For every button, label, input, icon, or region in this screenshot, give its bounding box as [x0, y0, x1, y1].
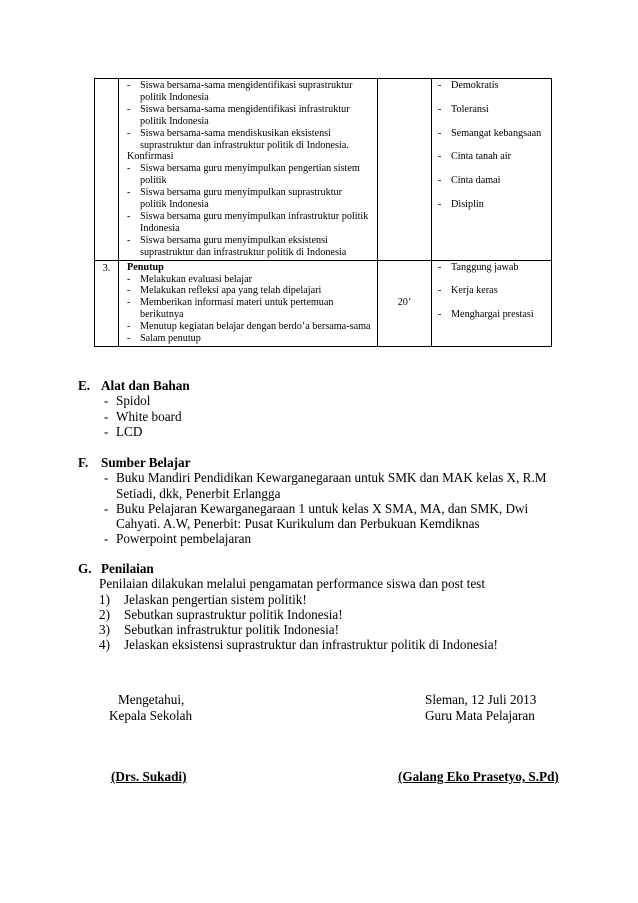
- question-number: 3): [99, 622, 110, 638]
- list-item: - Toleransi: [438, 104, 547, 116]
- values-cell: [432, 79, 552, 261]
- signature-left-name: (Drs. Sukadi): [111, 769, 187, 784]
- list-item: [99, 592, 558, 607]
- time-cell: 20’: [378, 260, 432, 346]
- row-number-cell: 3.: [95, 260, 119, 346]
- list-item: - Cinta damai: [438, 175, 547, 187]
- list-item: - Menghargai prestasi: [438, 309, 547, 321]
- list-item: - Cinta tanah air: [438, 151, 547, 163]
- values-list: [438, 262, 547, 322]
- values-cell: [432, 260, 552, 346]
- list-item: - White board: [101, 409, 548, 424]
- section-heading: [78, 561, 558, 576]
- list-item: - Siswa bersama guru menyimpulkan eksistensi suprastruktur dan infrastruktur politik di Indonesia: [127, 235, 371, 259]
- activity-cell: [119, 79, 378, 261]
- question-text: Sebutkan suprastruktur politik Indonesia!: [124, 606, 343, 622]
- list-item: - Tanggung jawab: [438, 262, 547, 274]
- row-number-cell: [95, 79, 119, 261]
- question-number: 1): [99, 591, 110, 607]
- list-item: - Buku Pelajaran Kewarganegaraan 1 untuk kelas X SMA, MA, dan SMK, Dwi Cahyati. A.W, Penerbit: Pusat Kurikulum dan Perbukuan Kemdiknas: [101, 501, 548, 532]
- list-item: - Disiplin: [438, 199, 547, 211]
- values-list: [438, 80, 547, 211]
- section-title: Alat dan Bahan: [101, 378, 190, 393]
- list-item: - Spidol: [101, 393, 548, 408]
- question-text: Sebutkan infrastruktur politik Indonesia!: [124, 622, 339, 638]
- list-item: - Salam penutup: [127, 333, 371, 345]
- list-item: - Menutup kegiatan belajar dengan berdo’a bersama-sama: [127, 321, 371, 333]
- section-heading: [78, 378, 548, 393]
- list-item: - Buku Mandiri Pendidikan Kewarganegaraan untuk SMK dan MAK kelas X, R.M Setiadi, dkk, Penerbit Erlangga: [101, 470, 548, 501]
- activity-list: [127, 80, 371, 151]
- table-row: [95, 79, 552, 261]
- section-title: Sumber Belajar: [101, 455, 191, 470]
- question-text: Jelaskan pengertian sistem politik!: [124, 591, 307, 607]
- question-number: 4): [99, 637, 110, 653]
- signature-left-line2: Kepala Sekolah: [109, 708, 193, 723]
- question-text: Jelaskan eksistensi suprastruktur dan infrastruktur politik di Indonesia!: [124, 637, 498, 653]
- section-alat-bahan: [78, 378, 548, 439]
- assessment-intro: Penilaian dilakukan melalui pengamatan performance siswa dan post test: [99, 576, 485, 592]
- list-item: - Siswa bersama-sama mengidentifikasi suprastruktur politik Indonesia: [127, 80, 371, 104]
- list-item: [99, 622, 558, 637]
- section-heading: [78, 455, 548, 470]
- list-item: - Melakukan refleksi apa yang telah dipelajari: [127, 285, 371, 297]
- section-letter: F.: [78, 455, 89, 470]
- list-item: - Siswa bersama guru menyimpulkan suprastruktur politik Indonesia: [127, 187, 371, 211]
- section-sumber-belajar: [78, 455, 548, 547]
- list-item: [99, 637, 558, 652]
- activities-table: [94, 78, 552, 347]
- sources-list: [78, 470, 548, 546]
- section-letter: E.: [78, 378, 91, 393]
- list-item: - Semangat kebangsaan: [438, 128, 547, 140]
- section-penilaian: [78, 561, 558, 653]
- list-item: [99, 607, 558, 622]
- penutup-list: [127, 274, 371, 345]
- konfirmasi-list: [127, 163, 371, 258]
- tools-list: [78, 393, 548, 439]
- section-title: Penilaian: [101, 561, 154, 576]
- section-letter: G.: [78, 561, 92, 576]
- list-item: - Melakukan evaluasi belajar: [127, 274, 371, 286]
- question-number: 2): [99, 606, 110, 622]
- list-item: - Siswa bersama guru menyimpulkan pengertian sistem politik: [127, 163, 371, 187]
- signature-left-line1: Mengetahui,: [118, 692, 185, 707]
- questions-list: [78, 592, 558, 653]
- konfirmasi-label: Konfirmasi: [127, 151, 174, 163]
- list-item: - Memberikan informasi materi untuk pertemuan berikutnya: [127, 297, 371, 321]
- activity-cell: [119, 260, 378, 346]
- list-item: - Siswa bersama guru menyimpulkan infrastruktur politik Indonesia: [127, 211, 371, 235]
- list-item: - Kerja keras: [438, 285, 547, 297]
- list-item: - LCD: [101, 424, 548, 439]
- list-item: - Siswa bersama-sama mengidentifikasi infrastruktur politik Indonesia: [127, 104, 371, 128]
- list-item: - Siswa bersama-sama mendiskusikan eksistensi suprastruktur dan infrastruktur politik di Indonesia.: [127, 128, 371, 152]
- list-item: - Powerpoint pembelajaran: [101, 531, 548, 546]
- signature-right-line2: Guru Mata Pelajaran: [425, 708, 535, 723]
- list-item: - Demokratis: [438, 80, 547, 92]
- signature-right-line1: Sleman, 12 Juli 2013: [425, 692, 537, 707]
- signature-right-name: (Galang Eko Prasetyo, S.Pd): [398, 769, 559, 784]
- penutup-title: Penutup: [127, 261, 164, 273]
- table-row: [95, 260, 552, 346]
- time-cell: [378, 79, 432, 261]
